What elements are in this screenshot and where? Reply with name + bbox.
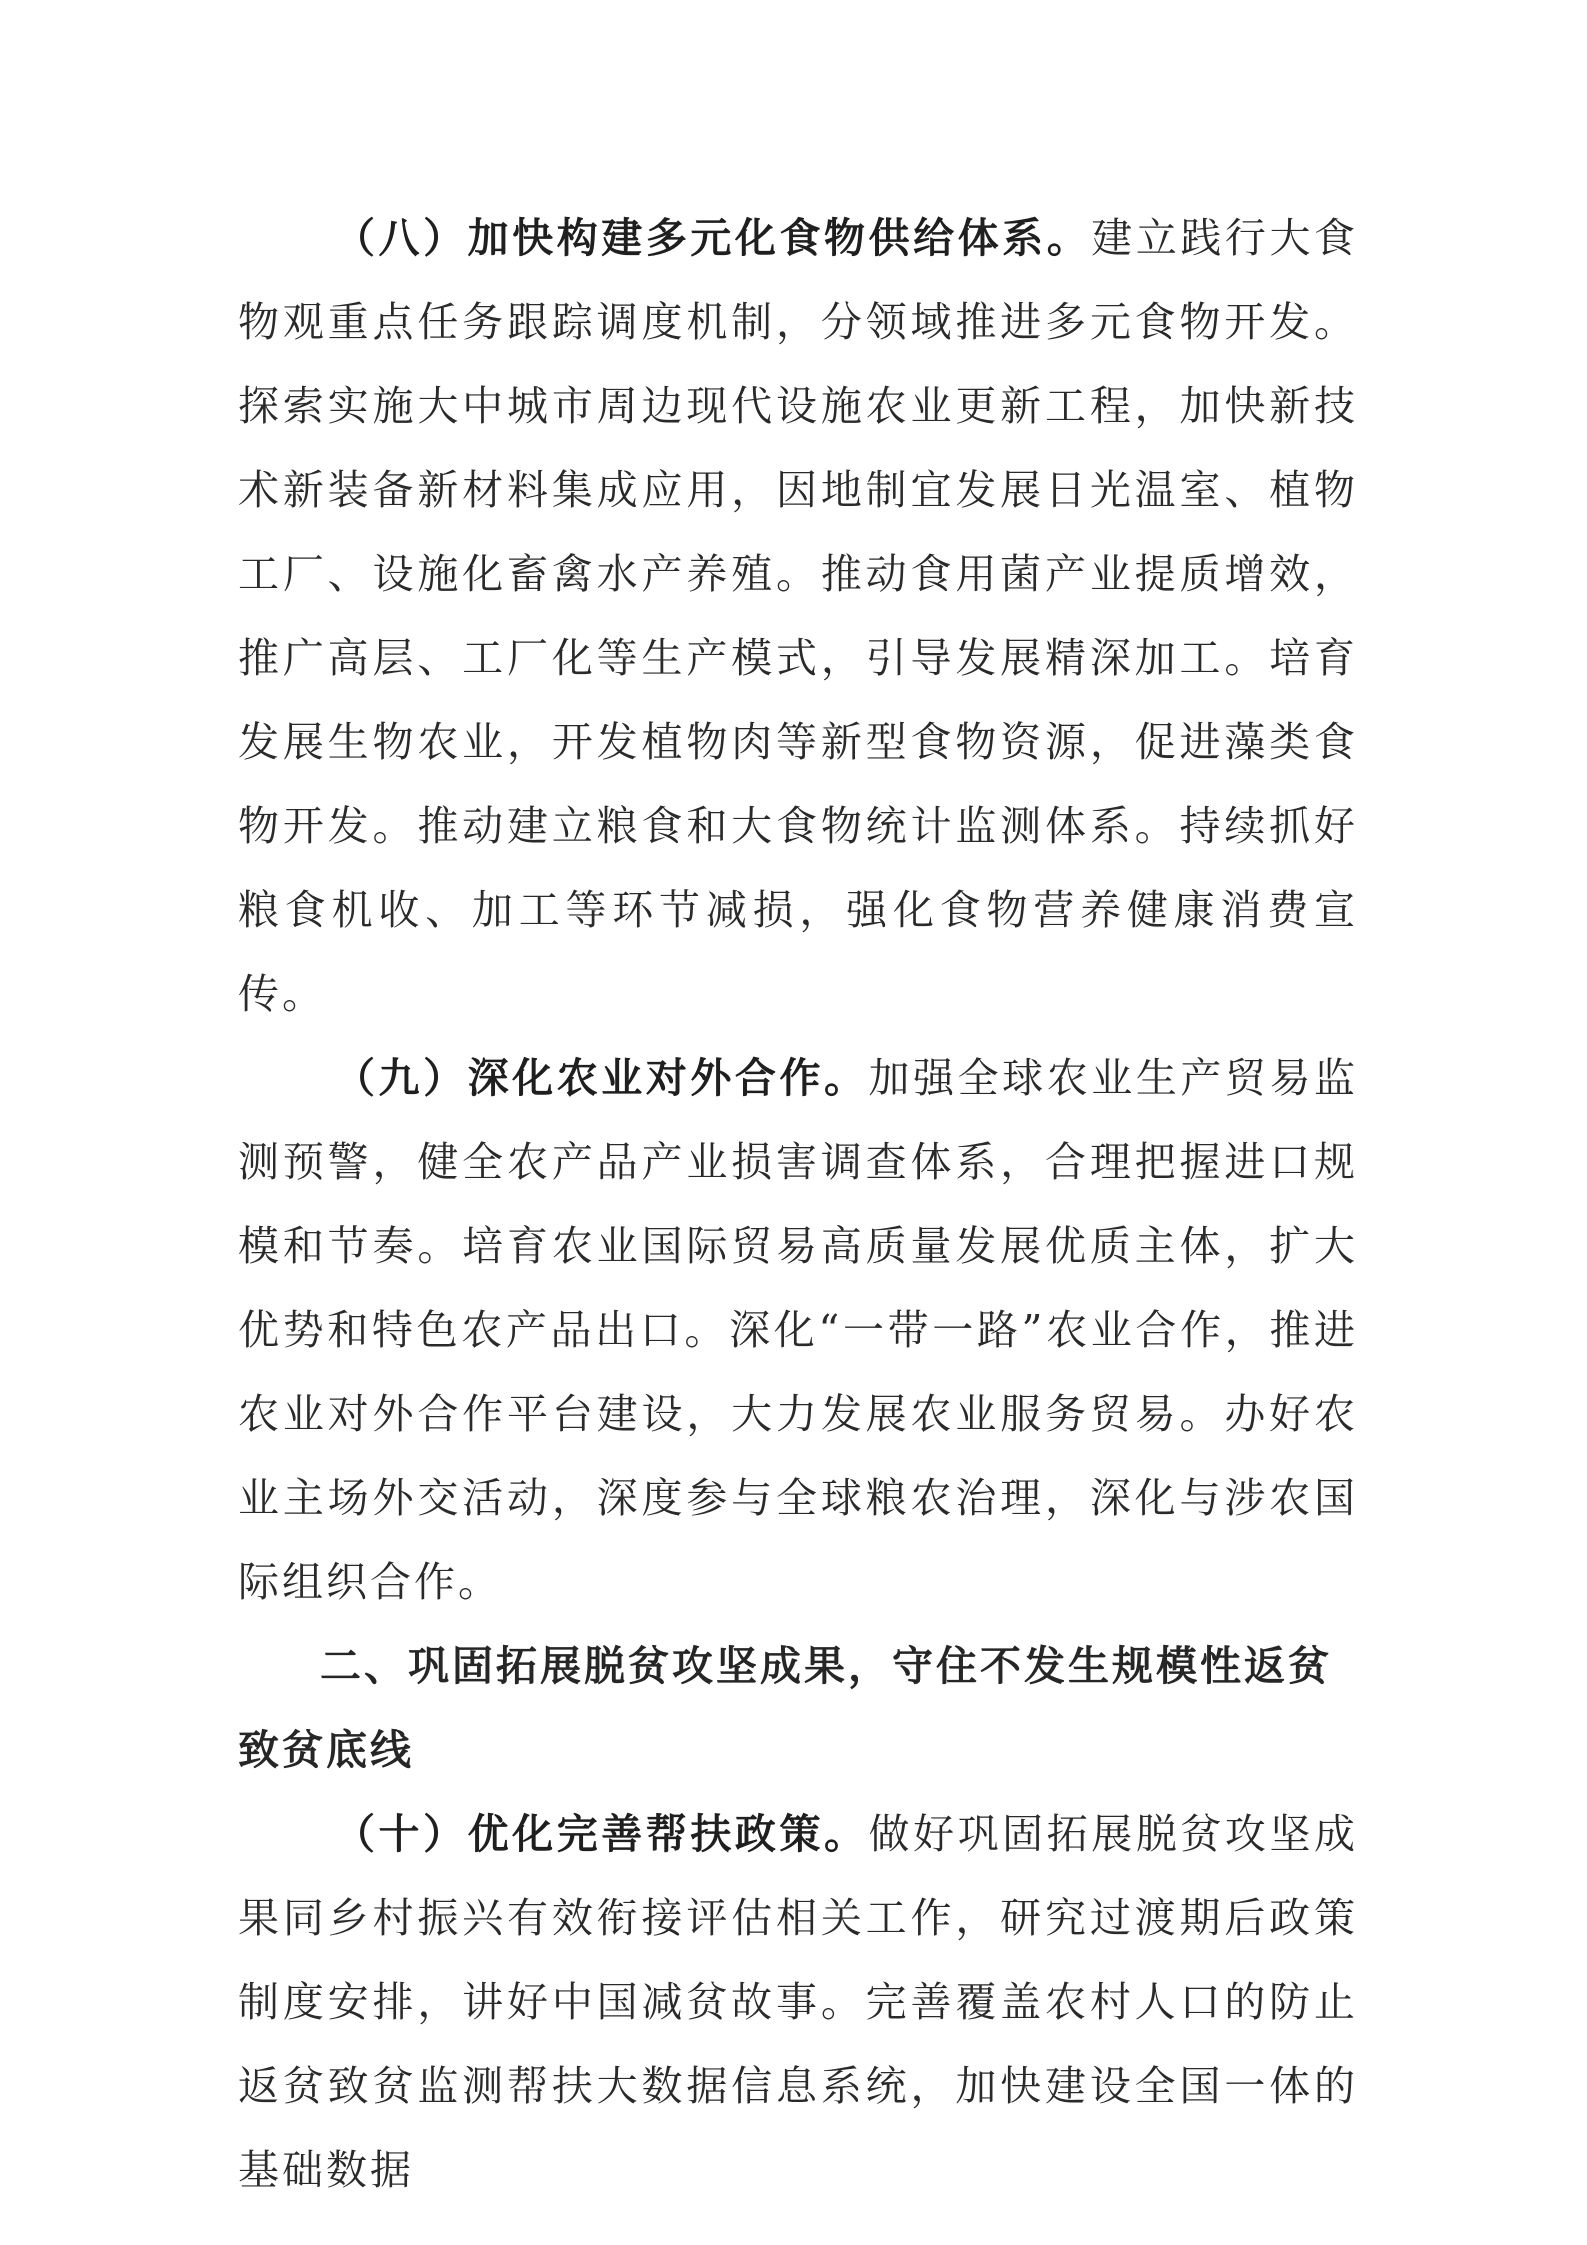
section-8-title: （八）加快构建多元化食物供给体系。: [334, 214, 1092, 262]
section-10-title: （十）优化完善帮扶政策。: [334, 1810, 869, 1858]
section-9-body: 加强全球农业生产贸易监测预警，健全农产品产业损害调查体系，合理把握进口规模和节奏。培育农业国际贸易高质量发展优质主体，扩大优势和特色农产品出口。深化“一带一路”农业合作，推进农业对外合作平台建设，大力发展农业服务贸易。办好农业主场外交活动，深度参与全球粮农治理，深化与涉农国际组织合作。: [238, 1054, 1359, 1606]
paragraph-section-10: [238, 1792, 1358, 2212]
chapter-heading-2: 二、巩固拓展脱贫攻坚成果，守住不发生规模性返贫致贫底线: [238, 1642, 1332, 1774]
section-8-body: 建立践行大食物观重点任务跟踪调度机制，分领域推进多元食物开发。探索实施大中城市周边现代设施农业更新工程，加快新技术新装备新材料集成应用，因地制宜发展日光温室、植物工厂、设施化畜禽水产养殖。推动食用菌产业提质增效，推广高层、工厂化等生产模式，引导发展精深加工。培育发展生物农业，开发植物肉等新型食物资源，促进藻类食物开发。推动建立粮食和大食物统计监测体系。持续抓好粮食机收、加工等环节减损，强化食物营养健康消费宣传。: [238, 214, 1359, 1018]
section-9-title: （九）深化农业对外合作。: [334, 1054, 869, 1102]
document-page: [238, 196, 1358, 2212]
section-10-body: 做好巩固拓展脱贫攻坚成果同乡村振兴有效衔接评估相关工作，研究过渡期后政策制度安排，讲好中国减贫故事。完善覆盖农村人口的防止返贫致贫监测帮扶大数据信息系统，加快建设全国一体的基础数据: [238, 1810, 1359, 2194]
paragraph-section-8: [238, 196, 1358, 1036]
paragraph-section-9: [238, 1036, 1358, 1624]
